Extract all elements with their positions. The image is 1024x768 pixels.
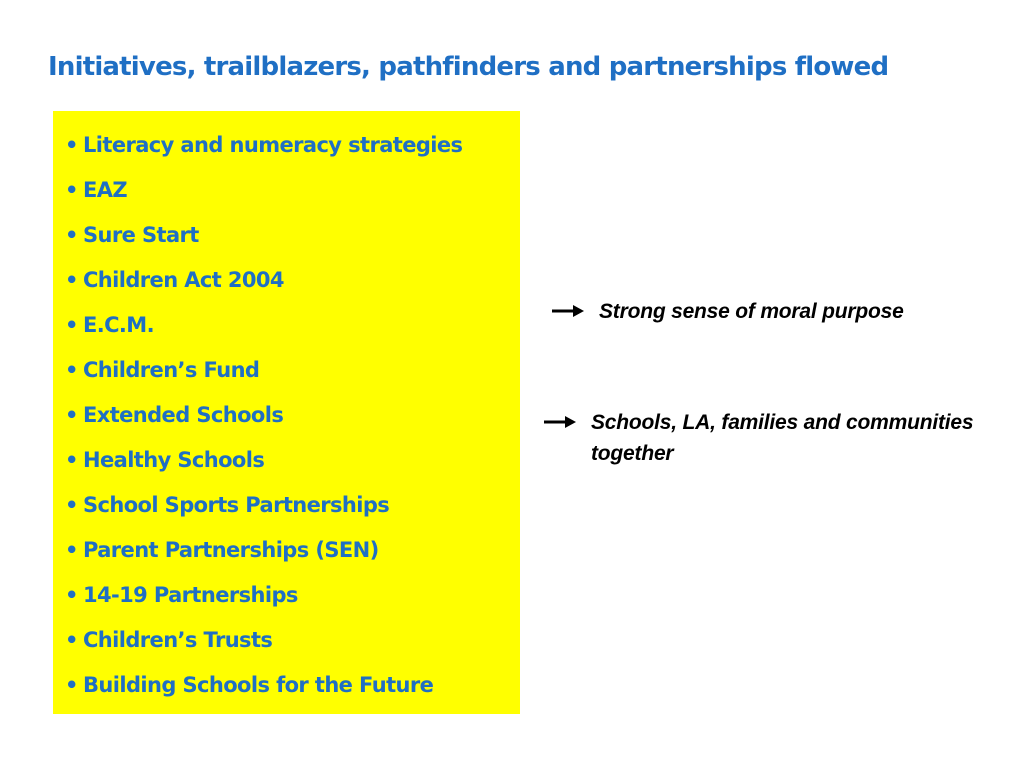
bullet-icon: • bbox=[65, 673, 78, 697]
outcome-note-together bbox=[543, 407, 991, 469]
list-item-label: Literacy and numeracy strategies bbox=[83, 133, 463, 157]
initiatives-box bbox=[53, 111, 520, 714]
list-item-label: 14-19 Partnerships bbox=[83, 583, 298, 607]
bullet-icon: • bbox=[65, 313, 78, 337]
list-item-label: Building Schools for the Future bbox=[83, 673, 434, 697]
bullet-icon: • bbox=[65, 628, 78, 652]
bullet-icon: • bbox=[65, 223, 78, 247]
slide-title: Initiatives, trailblazers, pathfinders and partnerships flowed bbox=[48, 52, 889, 82]
outcome-note-moral-purpose bbox=[551, 296, 904, 327]
bullet-icon: • bbox=[65, 358, 78, 382]
right-arrow-icon bbox=[551, 304, 585, 318]
list-item-label: Healthy Schools bbox=[83, 448, 265, 472]
list-item bbox=[65, 443, 462, 488]
bullet-icon: • bbox=[65, 583, 78, 607]
list-item-label: Extended Schools bbox=[83, 403, 284, 427]
list-item bbox=[65, 173, 462, 218]
bullet-icon: • bbox=[65, 448, 78, 472]
bullet-icon: • bbox=[65, 268, 78, 292]
list-item-label: E.C.M. bbox=[83, 313, 154, 337]
list-item bbox=[65, 578, 462, 623]
initiatives-list bbox=[65, 128, 462, 713]
list-item-label: EAZ bbox=[83, 178, 128, 202]
list-item bbox=[65, 623, 462, 668]
bullet-icon: • bbox=[65, 403, 78, 427]
list-item bbox=[65, 353, 462, 398]
list-item bbox=[65, 398, 462, 443]
list-item-label: Children Act 2004 bbox=[83, 268, 284, 292]
bullet-icon: • bbox=[65, 538, 78, 562]
bullet-icon: • bbox=[65, 178, 78, 202]
list-item bbox=[65, 533, 462, 578]
list-item-label: Children’s Trusts bbox=[83, 628, 273, 652]
list-item bbox=[65, 488, 462, 533]
list-item-label: Sure Start bbox=[83, 223, 199, 247]
bullet-icon: • bbox=[65, 133, 78, 157]
outcome-text: Schools, LA, families and communities together bbox=[591, 411, 974, 465]
list-item bbox=[65, 668, 462, 713]
list-item bbox=[65, 128, 462, 173]
list-item-label: Parent Partnerships (SEN) bbox=[83, 538, 379, 562]
list-item-label: School Sports Partnerships bbox=[83, 493, 390, 517]
outcome-text: Strong sense of moral purpose bbox=[599, 300, 904, 323]
list-item-label: Children’s Fund bbox=[83, 358, 260, 382]
list-item bbox=[65, 263, 462, 308]
list-item bbox=[65, 308, 462, 353]
list-item bbox=[65, 218, 462, 263]
bullet-icon: • bbox=[65, 493, 78, 517]
right-arrow-icon bbox=[543, 415, 577, 429]
